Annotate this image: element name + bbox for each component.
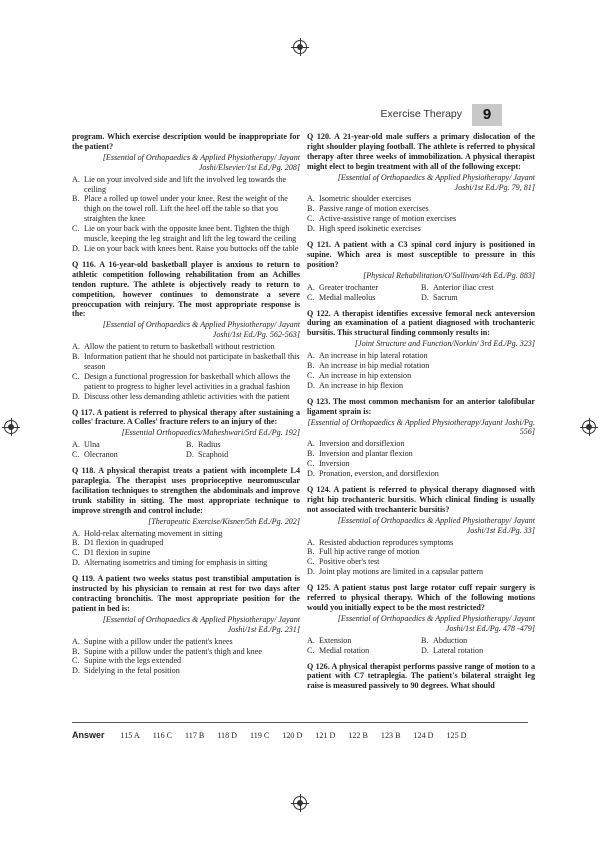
option-text: Ulna	[84, 440, 100, 450]
option	[307, 567, 535, 577]
reference: [Essential of Orthopaedics & Applied Physiotherapy/ Jayant Joshi/1st Ed./Pg. 33]	[337, 515, 535, 535]
options-list	[72, 175, 300, 254]
registration-mark-right	[582, 420, 596, 434]
question-text: Q 122. A therapist identifies excessive femoral neck anteversion during an examination of a patient diagnosed with trochanteric bursitis. This structural finding commonly results in:	[307, 308, 535, 338]
question-block	[72, 574, 300, 676]
option-text: Passive range of motion exercises	[319, 204, 429, 214]
option-text: Scaphoid	[198, 450, 229, 460]
option	[72, 175, 300, 195]
option-text: Supine with a pillow under the patient's thigh and knee	[84, 646, 262, 656]
question-block	[72, 132, 300, 254]
running-header	[380, 104, 502, 126]
option	[307, 361, 535, 371]
option-text: Abduction	[433, 635, 468, 645]
option-letter: C.	[72, 224, 80, 234]
question-text: Q 125. A patient status post large rotator cuff repair surgery is referred to physical therapy. Which of the following motions would you initially expect to be the most restricted?	[307, 583, 535, 612]
reference: [Essential of Orthopaedics & Applied Physiotherapy/Jayant Joshi/Pg. 556]	[307, 417, 535, 437]
option-text: Lie on your involved side and lift the involved leg towards the ceiling	[84, 174, 287, 194]
option-letter: A.	[307, 439, 315, 449]
answer-item: 125 D	[446, 730, 467, 740]
answer-divider	[72, 722, 528, 723]
answer-key	[72, 730, 528, 740]
option	[307, 371, 535, 381]
options-list	[307, 351, 535, 391]
option-letter: B.	[421, 282, 429, 292]
answer-item: 121 D	[315, 730, 336, 740]
option-letter: B.	[307, 204, 315, 214]
option-letter: C.	[307, 459, 315, 469]
question-text: Q 124. A patient is referred to physical therapy diagnosed with right hip trochanteric bursitis. Which clinical finding is usually not associated with trochanteric bursitis?	[307, 485, 535, 514]
option-letter: C.	[72, 548, 80, 558]
answer-list	[121, 731, 480, 740]
option-letter: D.	[186, 450, 194, 460]
left-column	[72, 132, 300, 682]
registration-mark-left	[4, 420, 18, 434]
answer-item: 123 B	[380, 730, 401, 740]
option-letter: D.	[72, 243, 80, 253]
options-list	[72, 342, 300, 401]
option-letter: A.	[307, 282, 315, 292]
option-letter: B.	[421, 635, 429, 645]
options-grid	[307, 636, 535, 656]
option-text: Alternating isometrics and timing for emphasis in sitting	[84, 558, 268, 568]
option-text: Radius	[198, 440, 221, 450]
question-block	[307, 132, 535, 234]
option	[307, 557, 535, 567]
option-text: Information patient that he should not participate in basketball this season	[84, 352, 300, 371]
option-letter: C.	[307, 557, 315, 567]
option	[72, 342, 300, 352]
option-letter: A.	[307, 635, 315, 645]
reference: [Joint Structure and Function/Norkin/ 3rd Ed./Pg. 323]	[354, 339, 535, 349]
question-text: Q 126. A physical therapist performs passive range of motion to a patient with C7 tetraplegia. The patient's bilateral straight leg raise is measured passively to 90 degrees. What should	[307, 661, 535, 691]
options-grid	[307, 283, 535, 303]
registration-mark-top	[293, 40, 307, 54]
answer-item: 116 C	[152, 730, 173, 740]
option-letter: A.	[72, 528, 80, 538]
option-text: An increase in hip flexion	[319, 380, 404, 390]
option	[186, 440, 300, 450]
option-text: Lateral rotation	[433, 645, 484, 655]
question-block	[307, 485, 535, 577]
option-letter: B.	[72, 194, 80, 204]
option-text: An increase in hip lateral rotation	[319, 351, 428, 361]
option-text: Greater trochanter	[319, 282, 379, 292]
option-letter: C.	[307, 370, 315, 380]
question-text: Q 118. A physical therapist treats a patient with incomplete L4 paraplegia. The therapist uses proprioceptive neuromuscular facilitation techniques to strengthen the abdominals and improve trunk stability in sitting. The most appropriate technique to improve strength and control include:	[72, 466, 300, 515]
option	[307, 214, 535, 224]
option-text: Place a rolled up towel under your knee. Rest the weight of the thigh on the towel roll. Lift the heel off the table so that you straighten the knee	[84, 194, 288, 224]
right-column	[307, 132, 535, 697]
option	[307, 547, 535, 557]
answer-item: 117 B	[185, 730, 205, 740]
option-text: Active-assistive range of motion exercises	[319, 214, 457, 224]
option-text: D1 flexion in supine	[84, 548, 151, 558]
option-letter: D.	[72, 391, 80, 401]
option	[421, 283, 535, 293]
option-letter: C.	[72, 450, 80, 460]
option-letter: B.	[307, 361, 315, 371]
option	[421, 636, 535, 646]
option	[307, 459, 535, 469]
answer-item: 119 C	[250, 730, 270, 740]
reference: [Essential of Orthopaedics & Applied Physiotherapy/ Jayant Joshi/1st Ed./Pg. 562-563]	[102, 320, 300, 340]
option	[72, 372, 300, 392]
reference: [Essential of Orthopaedics & Applied Physiotherapy/ Jayant Joshi/1st Ed./Pg. 79, 81]	[337, 172, 535, 192]
question-block	[72, 260, 300, 402]
option-letter: C.	[307, 214, 315, 224]
option-letter: A.	[307, 194, 315, 204]
question-text: Q 117. A patient is referred to physical therapy after sustaining a colles' fracture. A Colles' fracture refers to an injury of the:	[72, 407, 300, 427]
option-letter: B.	[186, 440, 194, 450]
option	[307, 538, 535, 548]
option-letter: C.	[307, 645, 315, 655]
option-letter: B.	[307, 449, 315, 459]
option-letter: C.	[307, 292, 315, 302]
option	[72, 558, 300, 568]
option-letter: D.	[307, 380, 315, 390]
option-text: An increase in hip extension	[319, 370, 412, 380]
option-letter: C.	[72, 656, 80, 666]
option	[307, 646, 421, 656]
question-text: Q 119. A patient two weeks status post transtibial amputation is instructed by his physician to remain at rest for two days after contracting bronchitis. The most appropriate position for the patient in bed is:	[72, 574, 300, 613]
answer-item: 115 A	[120, 730, 140, 740]
option-letter: D.	[72, 558, 80, 568]
option-letter: B.	[72, 352, 80, 362]
option-letter: B.	[307, 547, 315, 557]
reference: [Physical Rehabilitation/O'Sullivan/4th Ed./Pg. 883]	[363, 270, 535, 280]
option-text: Allow the patient to return to basketball without restriction	[84, 342, 275, 352]
option-letter: D.	[307, 224, 315, 234]
option	[307, 439, 535, 449]
reference: [Therapeutic Exercise/Kisner/5th Ed./Pg. 202]	[148, 516, 300, 526]
option-letter: A.	[307, 537, 315, 547]
option-letter: B.	[72, 646, 80, 656]
answer-label: Answer	[72, 730, 105, 740]
question-block	[307, 583, 535, 655]
option-letter: C.	[72, 371, 80, 381]
option	[72, 666, 300, 676]
option	[307, 283, 421, 293]
option	[307, 381, 535, 391]
option	[72, 352, 300, 372]
question-block	[72, 466, 300, 568]
options-list	[72, 637, 300, 677]
option-text: D1 flexion in quadruped	[84, 538, 164, 548]
option-text: Anterior iliac crest	[433, 282, 494, 292]
option	[72, 194, 300, 224]
option-text: Joint play motions are limited in a capsular pattern	[319, 567, 484, 577]
question-block	[307, 662, 535, 692]
section-title: Exercise Therapy	[380, 108, 462, 120]
question-block	[307, 240, 535, 302]
reference: [Essential of Orthopaedics & Applied Physiotherapy/ Jayant Joshi/1st Ed./Pg. 478 -479]	[337, 613, 535, 633]
option-letter: A.	[72, 174, 80, 184]
answer-item: 118 D	[217, 730, 238, 740]
option-letter: A.	[72, 440, 80, 450]
question-block	[72, 408, 300, 461]
question-text: Q 123. The most common mechanism for an anterior talofibular ligament sprain is:	[307, 396, 535, 416]
option-text: Full hip active range of motion	[319, 547, 420, 557]
options-list	[72, 529, 300, 569]
option	[72, 224, 300, 244]
question-text: Q 121. A patient with a C3 spinal cord injury is positioned in supine. Which area is most susceptible to pressure in this position?	[307, 240, 535, 269]
reference: [Essential of Orthopaedics & Applied Physiotherapy/ Jayant Joshi/1st Ed./Pg. 231]	[102, 614, 300, 634]
option	[421, 646, 535, 656]
option-letter: D.	[307, 567, 315, 577]
options-grid	[72, 440, 300, 460]
option	[72, 450, 186, 460]
option-text: Supine with a pillow under the patient's knees	[84, 636, 233, 646]
reference: [Essential Orthopaedics/Maheshwari/5rd Ed./Pg. 192]	[121, 428, 300, 438]
option-text: An increase in hip medial rotation	[319, 361, 430, 371]
reference: [Essential of Orthopaedics & Applied Physiotherapy/ Jayant Joshi/Elsevier/1st Ed./Pg. 208]	[102, 152, 300, 172]
option-letter: D.	[421, 292, 429, 302]
option	[72, 529, 300, 539]
option-letter: A.	[307, 351, 315, 361]
options-list	[307, 538, 535, 578]
option	[421, 293, 535, 303]
option	[72, 440, 186, 450]
option-text: Isometric shoulder exercises	[319, 194, 412, 204]
question-text: Q 116. A 16-year-old basketball player is anxious to return to athletic competition following rehabilitation from an Achilles tendon rupture. The athlete is objectively ready to return to competition, however continues to demonstrate a severe preoccupation with reinjury. The most appropriate response is the:	[72, 259, 300, 319]
option	[72, 637, 300, 647]
option	[307, 204, 535, 214]
option	[307, 449, 535, 459]
question-text: Q 120. A 21-year-old male suffers a primary dislocation of the right shoulder playing football. The athlete is referred to physical therapy after three weeks of immobilization. A physical therapist might elect to begin treatment with all of the following except:	[307, 132, 535, 171]
option-text: Inversion and dorsiflexion	[319, 439, 405, 449]
page-number: 9	[472, 104, 502, 126]
option	[72, 656, 300, 666]
answer-item: 120 D	[282, 730, 303, 740]
option	[72, 548, 300, 558]
option-text: Inversion	[319, 459, 350, 469]
registration-mark-bottom	[293, 796, 307, 810]
option-letter: D.	[307, 469, 315, 479]
option-text: Design a functional progression for basketball which allows the patient to progress to higher level activities in a gradual fashion	[84, 371, 291, 391]
option-letter: A.	[72, 342, 80, 352]
option-text: Lie on your back with knees bent. Raise you buttocks off the table	[84, 243, 299, 253]
options-list	[307, 439, 535, 479]
answer-item: 122 B	[348, 730, 368, 740]
option-text: Extension	[319, 635, 352, 645]
option	[72, 538, 300, 548]
option	[72, 392, 300, 402]
option-text: Pronation, eversion, and dorsiflexion	[319, 469, 439, 479]
question-text: program. Which exercise description would be inappropriate for the patient?	[72, 132, 300, 151]
option-text: Olecranon	[84, 450, 118, 460]
option-text: Inversion and plantar flexion	[319, 449, 413, 459]
option-letter: D.	[72, 666, 80, 676]
option-text: Hold-relax alternating movement in sitting	[84, 528, 223, 538]
option-letter: D.	[421, 645, 429, 655]
option-text: Resisted abduction reproduces symptoms	[319, 537, 454, 547]
option-text: High speed isokinetic exercises	[319, 224, 421, 234]
option	[72, 647, 300, 657]
option	[307, 636, 421, 646]
question-block	[307, 397, 535, 479]
option-text: Supine with the legs extended	[84, 656, 182, 666]
option-text: Positive ober's test	[319, 557, 380, 567]
option-letter: B.	[72, 538, 80, 548]
option	[72, 244, 300, 254]
answer-item: 124 D	[413, 730, 434, 740]
option	[307, 469, 535, 479]
option-text: Sacrum	[433, 292, 458, 302]
option-text: Sidelying in the fetal position	[84, 666, 180, 676]
question-block	[307, 309, 535, 391]
option	[186, 450, 300, 460]
option-text: Lie on your back with the opposite knee bent. Tighten the thigh muscle, keeping the leg straight and lift the leg toward the ceiling	[84, 224, 297, 244]
option-text: Medial rotation	[319, 645, 370, 655]
options-list	[307, 194, 535, 234]
option-text: Medial malleolus	[319, 292, 376, 302]
option	[307, 194, 535, 204]
option-letter: A.	[72, 636, 80, 646]
option-text: Discuss other less demanding athletic activities with the patient	[84, 391, 290, 401]
option	[307, 224, 535, 234]
option	[307, 351, 535, 361]
option	[307, 293, 421, 303]
